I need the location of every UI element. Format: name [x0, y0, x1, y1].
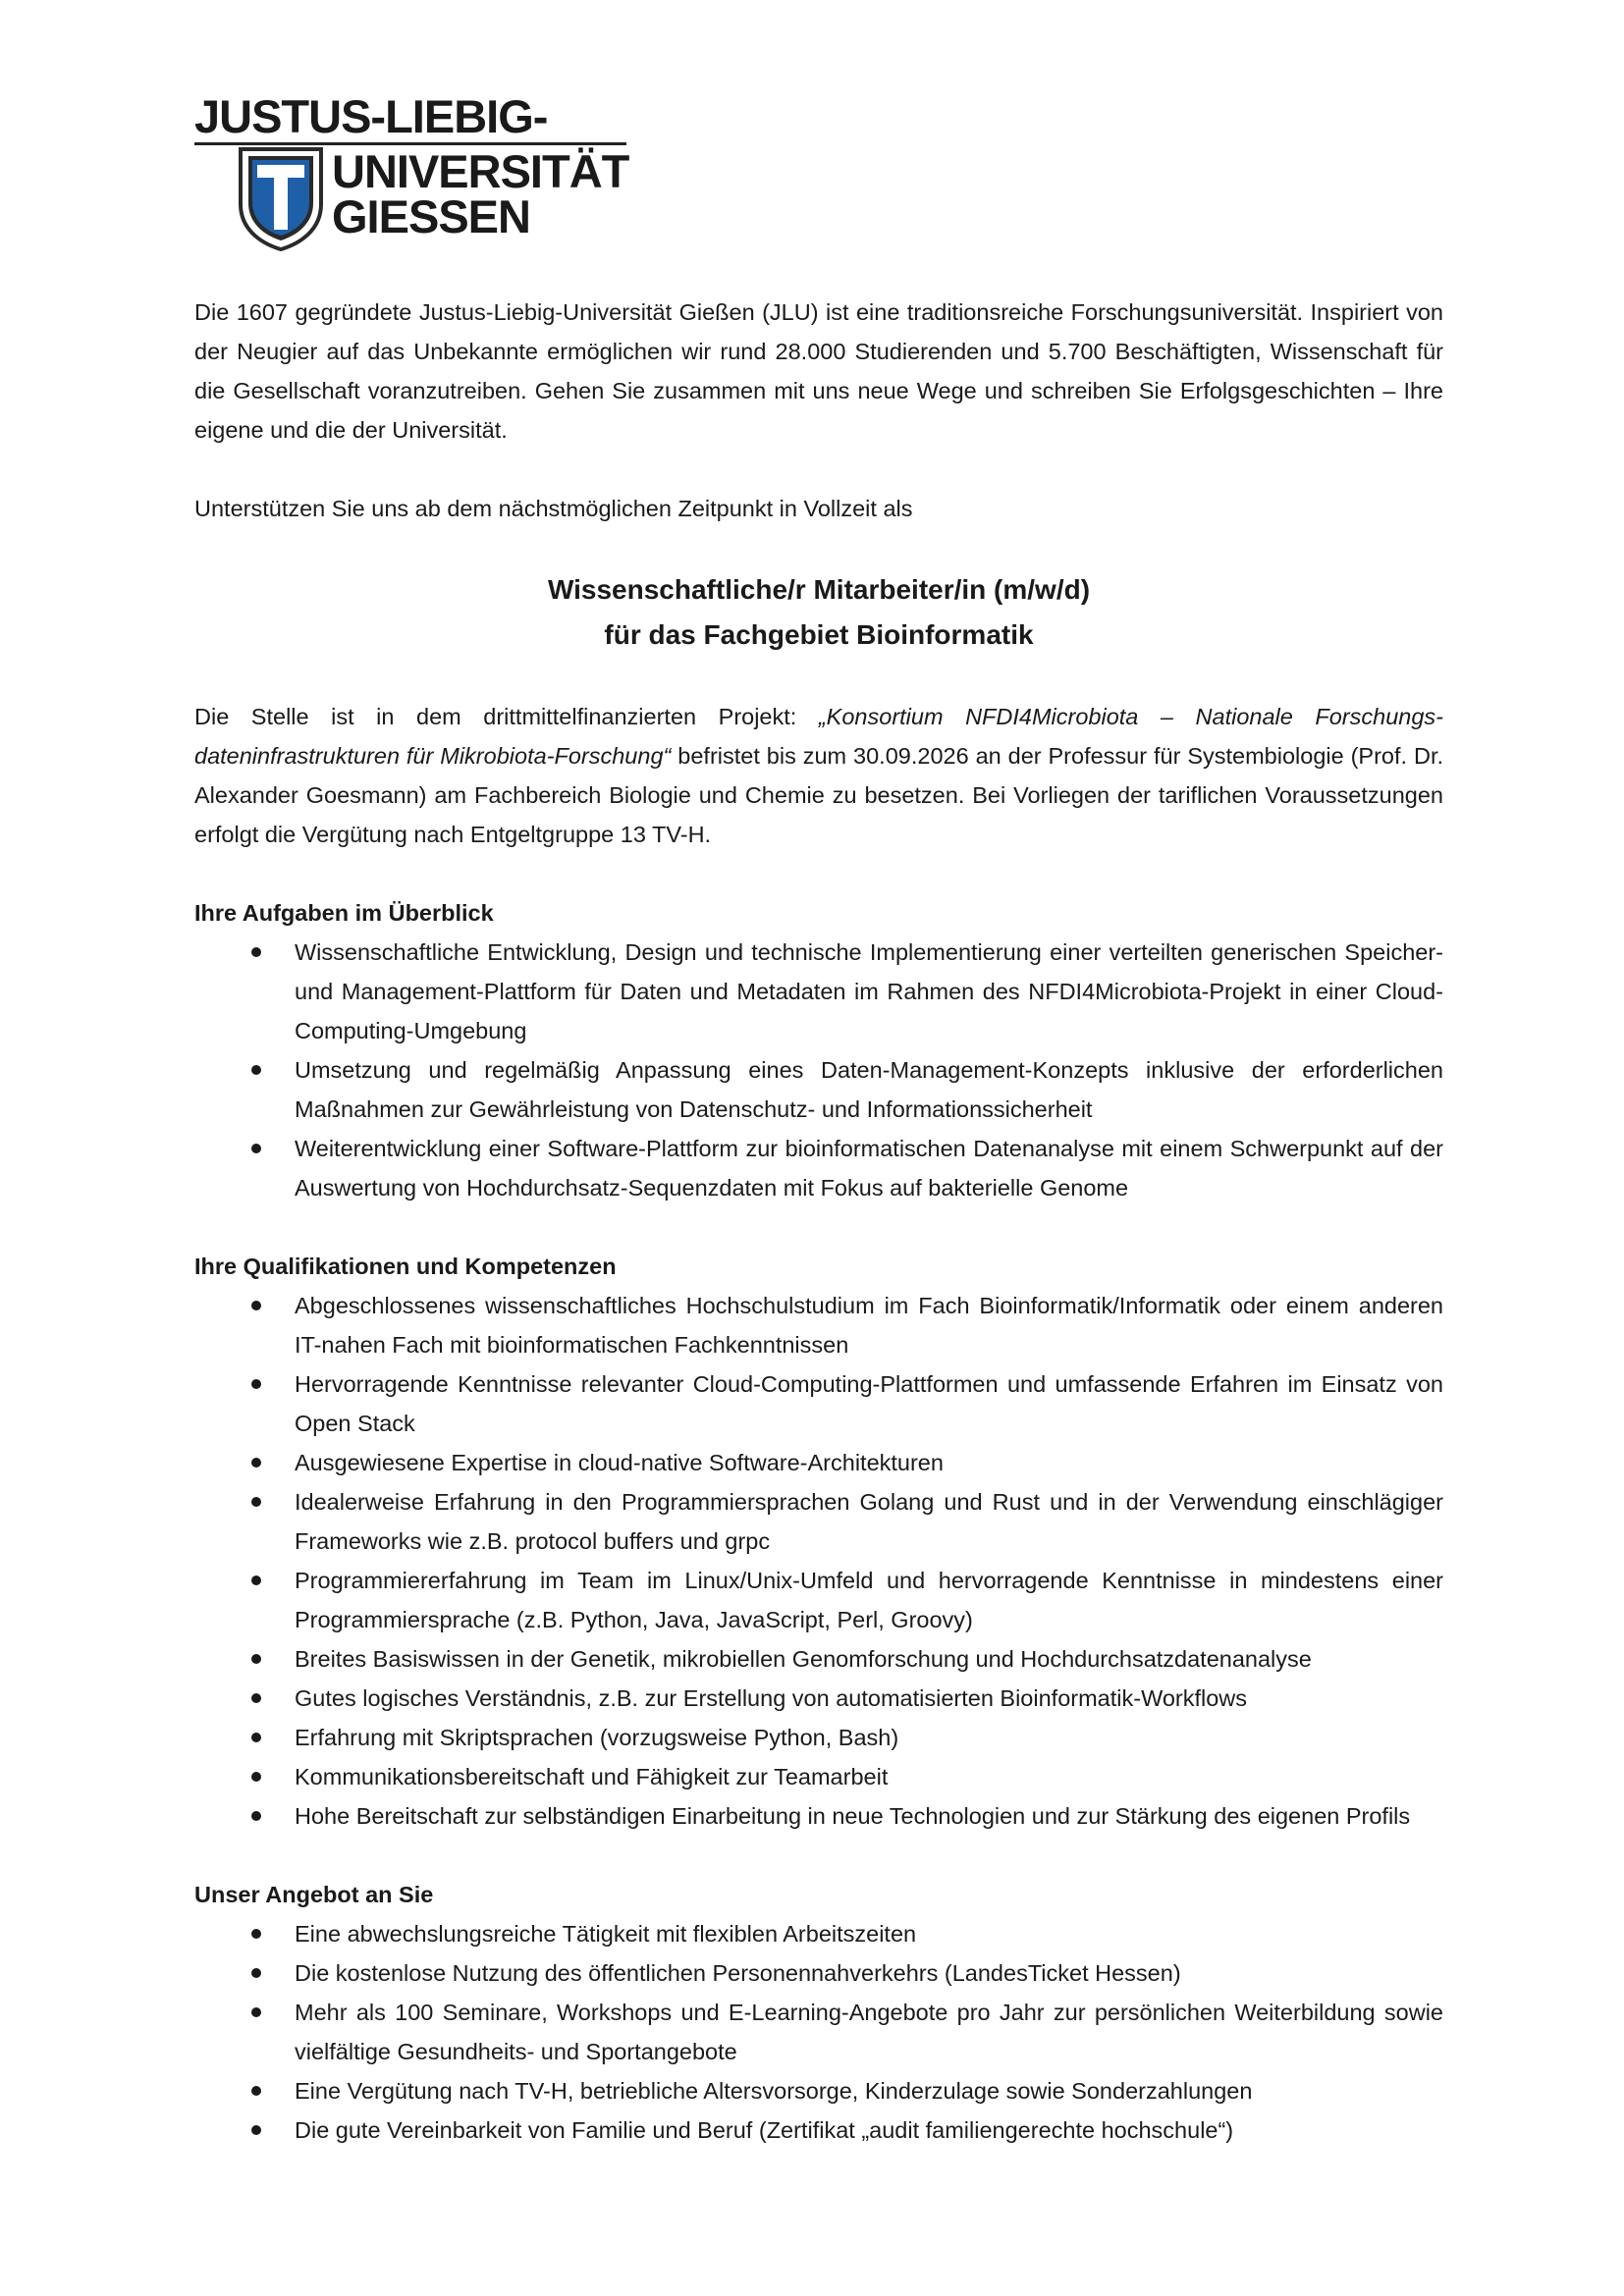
- bullet-icon: [251, 1968, 261, 1978]
- bullet-icon: [251, 1811, 261, 1821]
- bullet-icon: [251, 1065, 261, 1075]
- list-item: Eine abwechslungsreiche Tätigkeit mit flexiblen Arbeitszeiten: [194, 1914, 1443, 1953]
- logo-text-line1: JUSTUS-LIEBIG-: [194, 90, 548, 142]
- list-item: Idealerweise Erfahrung in den Programmiersprachen Golang und Rust und in der Verwendung einschlägiger Frameworks wie z.B. protocol buffers und grpc: [194, 1482, 1443, 1561]
- tasks-heading: Ihre Aufgaben im Überblick: [194, 900, 494, 926]
- bullet-icon: [251, 1575, 261, 1585]
- bullet-icon: [251, 1654, 261, 1664]
- bullet-icon: [251, 1693, 261, 1703]
- bullet-icon: [251, 2007, 261, 2017]
- bullet-icon: [251, 1733, 261, 1742]
- intro-paragraph: Die 1607 gegründete Justus-Liebig-Universität Gießen (JLU) ist eine traditionsreiche Forschungsuniversität. Inspiriert von der Neugier auf das Unbekannte ermöglichen wir rund 28.000 Studierenden und 5.700 Beschäftigten, Wissenschaft für die Gesellschaft voranzutreiben. Gehen Sie zusammen mit uns neue Wege und schreiben Sie Erfolgsgeschichten – Ihre eigene und die der Universität.: [194, 299, 1443, 443]
- list-item: Ausgewiesene Expertise in cloud-native Software-Architekturen: [194, 1443, 1443, 1482]
- list-item: Eine Vergütung nach TV-H, betriebliche Altersvorsorge, Kinderzulage sowie Sonderzahlungen: [194, 2071, 1443, 2110]
- bullet-icon: [251, 1497, 261, 1507]
- list-item: Mehr als 100 Seminare, Workshops und E-Learning-Angebote pro Jahr zur persönlichen Weiterbildung sowie vielfältige Gesundheits- und Sportangebote: [194, 1993, 1443, 2071]
- qualifications-heading: Ihre Qualifikationen und Kompetenzen: [194, 1254, 617, 1279]
- bullet-icon: [251, 1379, 261, 1389]
- list-item: Programmiererfahrung im Team im Linux/Unix-Umfeld und hervorragende Kenntnisse in mindestens einer Programmiersprache (z.B. Python, Java, JavaScript, Perl, Groovy): [194, 1561, 1443, 1639]
- list-item: Gutes logisches Verständnis, z.B. zur Erstellung von automatisierten Bioinformatik-Workflows: [194, 1679, 1443, 1718]
- list-item: Abgeschlossenes wissenschaftliches Hochschulstudium im Fach Bioinformatik/Informatik oder einem anderen IT-nahen Fach mit bioinformatischen Fachkenntnissen: [194, 1286, 1443, 1364]
- list-item: Kommunikationsbereitschaft und Fähigkeit zur Teamarbeit: [194, 1757, 1443, 1796]
- bullet-icon: [251, 1301, 261, 1310]
- qualifications-list: [194, 1286, 1443, 1836]
- bullet-icon: [251, 1144, 261, 1153]
- tasks-list: [194, 933, 1443, 1207]
- bullet-icon: [251, 2086, 261, 2096]
- list-item: Erfahrung mit Skriptsprachen (vorzugsweise Python, Bash): [194, 1718, 1443, 1757]
- university-logo: [194, 92, 632, 253]
- position-pre: Die Stelle ist in dem drittmittelfinanzierten Projekt:: [194, 704, 819, 729]
- bullet-icon: [251, 2125, 261, 2135]
- list-item: Die kostenlose Nutzung des öffentlichen Personennahverkehrs (LandesTicket Hessen): [194, 1953, 1443, 1993]
- list-item: Hervorragende Kenntnisse relevanter Cloud-Computing-Plattformen und umfassende Erfahren im Einsatz von Open Stack: [194, 1364, 1443, 1443]
- list-item: Breites Basiswissen in der Genetik, mikrobiellen Genomforschung und Hochdurchsatzdatenanalyse: [194, 1639, 1443, 1679]
- position-post: befristet bis zum 30.09.2026 an der Professur für Systembiologie (Prof. Dr. Alexander Goesmann) am Fachbereich Biologie und Chemie zu besetzen. Bei Vorliegen der tariflichen Voraussetzungen erfolgt die Vergütung nach Entgeltgruppe 13 TV-H.: [194, 743, 1443, 847]
- project-name: „Konsortium NFDI4Microbiota – Nationale Forschungsdateninfrastrukturen für Mikrobiota-Forschung“: [194, 704, 1443, 769]
- list-item: Die gute Vereinbarkeit von Familie und Beruf (Zertifikat „audit familiengerechte hochschule“): [194, 2110, 1443, 2150]
- bullet-icon: [251, 1772, 261, 1782]
- list-item: Wissenschaftliche Entwicklung, Design und technische Implementierung einer verteilten generischen Speicher- und Management-Plattform für Daten und Metadaten im Rahmen des NFDI4Microbiota-Projekt in einer Cloud-Computing-Umgebung: [194, 933, 1443, 1050]
- job-title-line2: für das Fachgebiet Bioinformatik: [604, 619, 1034, 650]
- list-item: Umsetzung und regelmäßig Anpassung eines Daten-Management-Konzepts inklusive der erforderlichen Maßnahmen zur Gewährleistung von Datenschutz- und Informationssicherheit: [194, 1050, 1443, 1129]
- logo-text-line3: GIESSEN: [332, 190, 530, 242]
- logo-text-line2: UNIVERSITÄT: [332, 145, 629, 197]
- support-line: Unterstützen Sie uns ab dem nächstmöglichen Zeitpunkt in Vollzeit als: [194, 496, 913, 521]
- bullet-icon: [251, 1458, 261, 1468]
- offer-heading: Unser Angebot an Sie: [194, 1882, 434, 1907]
- bullet-icon: [251, 1929, 261, 1939]
- document-body: [194, 293, 1443, 2150]
- list-item: Hohe Bereitschaft zur selbständigen Einarbeitung in neue Technologien und zur Stärkung des eigenen Profils: [194, 1796, 1443, 1836]
- job-title-line1: Wissenschaftliche/r Mitarbeiter/in (m/w/d): [547, 574, 1091, 605]
- offer-list: [194, 1914, 1443, 2150]
- position-paragraph: [194, 697, 1443, 854]
- shield-icon: [238, 147, 324, 251]
- list-item: Weiterentwicklung einer Software-Plattform zur bioinformatischen Datenanalyse mit einem Schwerpunkt auf der Auswertung von Hochdurchsatz-Sequenzdaten mit Fokus auf bakterielle Genome: [194, 1129, 1443, 1207]
- bullet-icon: [251, 947, 261, 957]
